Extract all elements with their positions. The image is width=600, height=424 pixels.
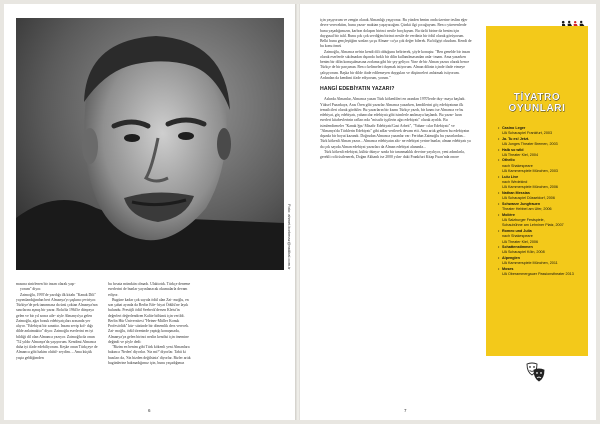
author-portrait-photo (16, 18, 284, 270)
article-column-1 (16, 282, 100, 361)
theater-masks-icon (526, 362, 546, 384)
play-title: • Schattenstimmen (502, 244, 533, 249)
play-item (498, 126, 584, 137)
right-page (300, 4, 596, 420)
photo-credit: Foto: ahmet.korkmaz@radikal.com.tr (287, 204, 292, 270)
play-venue: Schaubühne am Lehniner Platz, 2007 (502, 223, 564, 228)
play-item (498, 148, 584, 159)
play-venue: UA Schauspiel Düsseldorf, 2006 (502, 196, 555, 201)
play-venue: nach Shakespeare (502, 163, 533, 168)
play-item (498, 213, 584, 224)
paragraph: Zaimoğlu, Almanca ne'nin kendi dili olduğunu belirterek, şöyle konuştu: "Ben genelde bir insan olarak eserlerde sıkılmadan dışarıda farklı bir dilin kullanılmasından anla- tmam. Ama yazarken benim bir dilin konuşulmasına zorlama gibi bir şey geliyor. Yine de bir Alman yazarı olarak bence Türkçe de bir parçamın. Ben o kelimeleri duymak istiyorum. Alman dilinin içinde ifade etmeye çalışıyorum. Başka bir dilde ifade edilemeyen duyguları ve düşünceleri anlatmak istiyorum. Ardından da kendimi ifade ediyorum, yorum." (320, 49, 470, 80)
play-venue: nach Shakespeare (502, 234, 533, 239)
play-item (498, 267, 584, 278)
theater-plays-box (486, 26, 588, 356)
paragraph: Aslında Almanlar, Almanca yazan Türk kökenlileri en azından 1970'lerde duy- maya başladı. Yüksel Pazarkaya, Aras Ören gibi yazarlar Almanca yazarken, kendilerini göç edebiyatının ilk temsilcileri olarak gördüler. Bu yazarların bir kısmı Türkçe yazdı, bir kısmı ise Almanca ve bu edebiyat, göç edebiyatı, yabancılar edebiyatı gibi isimlerle anılmaya başlandı. Bu yazar- ların eserleri kitabevlerinin rafları nda "misafir işçilerin ağzı edebiyatı" olarak ayrıldı. Bu isimlendirmeler "Kanak Şpı/ Misafir Edebiyatı/Gast Arbeit", "Yaban- cılar Edebiyatı" ve "Almanya'da Türklerin Edebiyatı" gibi adlar verilerek devam etti. Ama artık gelinen bu edebiyatın dışında bir boyut kazandı. Doğrudan Almanca yazanlar var: Feridun Zaimoğlu bu yazarlardan... Türk kökenli Alman yazar... Almanca edebiyatın altı- ne edebiyat yerine bunlar, alman edebiyatı ya da çok sayıda Alman edebiyat yazarları da Alman edebiyat alanında... (320, 97, 471, 149)
play-item (498, 229, 584, 240)
play-venue: UA Schauspiel Frankfurt, 2003 (502, 131, 553, 136)
paragraph: "Bizim en benim gibi Türk kökenli yeni Almanlara bakınca 'Neden' diyorlar. 'Siz mi?' diyorlar. Tabii ki bazıları da, 'Siz bizden değilsiniz' diyorlar. Bizler artık bugünlerine bakmadığımız için, bunu yaşadığımız (108, 345, 191, 365)
play-venue: UA Junges Theater Bremen, 2003 (502, 142, 558, 147)
play-title: • Ja. Tu es! Jetzt. (502, 136, 530, 141)
box-title: TİYATRO OYUNLARI (508, 92, 566, 114)
play-venue: nach Wedekind (502, 180, 528, 185)
paragraph: için yaşıyorum ve zengin olarak Almanlığı yaşıyoruz. Bu yüzden benim onda üzerine teslim eğer devre verecektim, bunu yazar- maktan yaşayacağım. Çünkü ilgi çocuğuyum. Ben o yürerenlerde bunu yaşadığımızın, karbon dolaşım birinci nesile borçluyum. Bu türlü birine da benim için duygusal bir talıl. Bunu çok çok sevdiğim birinci nesile de verdiniz bir ödül olarak görüyorum. Belki bunu gençleştiğim sonları şu şu Alman- ca'ya çok değer bilerek. Bu bilgiyi okudum. Kendi de bu konu ömrü (320, 18, 472, 49)
play-venue: Theater Hebbel am Ufer, 2006 (502, 207, 552, 212)
left-page (4, 4, 296, 420)
play-title: • Alpenglen (502, 255, 520, 260)
play-title: • Othello (502, 158, 515, 163)
play-title: • Nathan Messias (502, 190, 530, 195)
play-venue: UA Kammerspiele München, 2006 (502, 185, 558, 190)
play-item (498, 175, 584, 186)
play-item (498, 202, 584, 213)
play-venue: UA Kammerspiele München, 2003 (502, 169, 558, 174)
play-title: • Schwarze Jungfrauen (502, 201, 541, 206)
paragraph: Zaimoğlu, 1995'de yazdığı ilk kitabı "Kanak Dili" yayımlandığından beri Almanya'yı şaşkına çeviriyor. Türkiye'de pek tanınmasa da ünü çoktan Almanya'nın sınırlarını aşmış bir yazar. Bolu'da 1964'te dünyaya gelen ve bir yıl sonra aile- siyle Almanya'ya gelen Zaimoğlu, ağzı bozuk edebiyatçıları arasında yer alıyor. "Edebiyat bir sanattır. Insanı sevip kol- dığı dilde anlatmaktır" diyor. Zaimoğlu eserlerini en iyi bildiği dil olan Almanca yazıyor. Zaimoğlu da onun "52 yıldır Almanya'da yaşıyorum. Kendimi Almanca daha iyi ifade edebiliyorum. Keşke onun Türkçeye de Almanca gibi hakim olabil- seydim. – Ama küçük yaşta geldiğimden (16, 292, 98, 360)
play-venue: UA Theater Kiel, 2006 (502, 239, 539, 244)
article-column-3 (320, 18, 472, 160)
play-venue: UA Kammerspiele München, 2011 (502, 261, 558, 266)
page-number-right: 7 (404, 408, 407, 413)
paragraph: Türk kökenli edebiyat, kültür dünya- sında bir tanınmaklık devrine yayılıyor, yeni adımlarla, gerekli rolü üstlenerek, Doğan Akhanlı ise 2000 yılın- daki Frankfurt Kitap Fuarı'nda onore (320, 149, 465, 159)
paragraph: bu fırsata mümkün olmadı. Ulaktırtık. Türkçe deneme eserlerini de bunlar yayınlanacak okumalarla devam ediyor. (108, 282, 191, 297)
section-heading: HANGİ EDEBİYATIN YAZARI? (320, 86, 395, 92)
play-title: • Moses (502, 266, 514, 271)
article-column-2 (108, 282, 192, 366)
paragraph: masına sinirlenen bir insan olarak yaşı- (16, 282, 76, 286)
play-title: • Halb so wild (502, 147, 524, 152)
play-title: • Casino Leger (502, 126, 526, 130)
plays-list (498, 126, 584, 277)
play-title: • Lulu Live (502, 174, 519, 179)
play-item (498, 191, 584, 202)
play-title: • Romeo und Julia (502, 228, 532, 233)
page-number-left: 6 (148, 408, 151, 413)
play-title: • Molière (502, 212, 515, 217)
paragraph: yorum" diyor. (20, 287, 42, 292)
play-venue: UA Oberammergauer Passionstheater 2013 (502, 271, 574, 276)
play-item (498, 137, 584, 148)
paragraph: Bugüne kadar çok sayıda ödül alan Zai- moğlu, en son şubat ayında da Berlin Ede- biyat Ödülü'ne layık bulundu. Prestijli ödül Seebeck'dersen Kleist'in değerleri değerlendiren Kalite bölümü için verildi. Berlin Hür Üniversitesi "Heiner-Müller Konuk Profesörlük" kür- süsünde bir dönemlik ders verecek. Zai- moğlu, ödül töreninde yaptığı konuşmada, Almanya'ya gelen birinci neslin kendisi için önemine değindi ve şöyle dedi: (108, 297, 190, 344)
play-venue: UA Theater Kiel, 2004 (502, 153, 539, 158)
play-item (498, 158, 584, 169)
play-venue: UA Salzburger Festspiele, (502, 217, 545, 222)
play-item (498, 256, 584, 267)
play-venue: UA Schauspiel Köln, 2008 (502, 250, 545, 255)
play-item (498, 245, 584, 256)
